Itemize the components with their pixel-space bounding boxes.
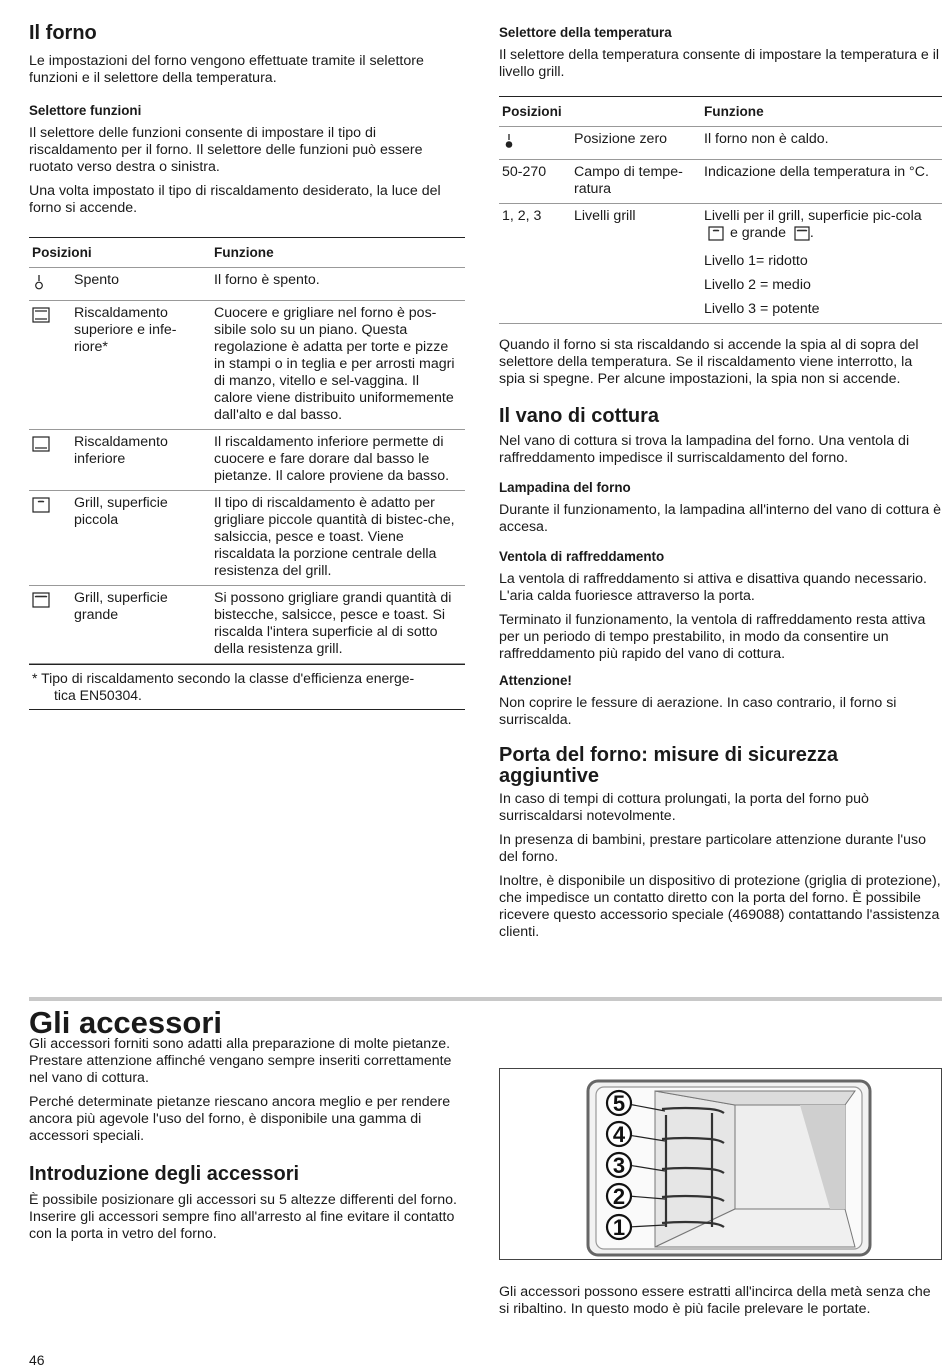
- position-name: Livelli grill: [574, 208, 636, 224]
- illustration-caption: Gli accessori possono essere estratti all'incirca della metà senza che si ribaltino. In questo modo è più facile prelevare le portate.: [499, 1284, 931, 1317]
- introduzione-accessori-title: Introduzione degli accessori: [29, 1163, 300, 1185]
- grill-level-3: Livello 3 = potente: [701, 296, 942, 324]
- grill-level-2: Livello 2 = medio: [704, 277, 811, 293]
- table-header-positions: Posizioni: [29, 238, 211, 268]
- function-name: Grill, superficie grande: [71, 586, 211, 664]
- grill-level-1: Livello 1= ridotto: [704, 253, 808, 269]
- table-row: [499, 160, 942, 204]
- footnote-line-2: tica EN50304.: [54, 687, 142, 703]
- off-position-icon: [32, 274, 46, 295]
- level-label: 5: [612, 1091, 626, 1116]
- position-name: Posizione zero: [571, 127, 701, 160]
- temperature-light-text: Quando il forno si sta riscaldando si accende la spia al di sopra del selettore della temperatura. Se il riscaldamento viene interrotto, la spia si spegne. Per alcune impostazioni, la spia non si accende.: [499, 337, 919, 387]
- right-column: [499, 24, 942, 948]
- table-row: [499, 204, 942, 249]
- table-row: [29, 430, 465, 491]
- function-description: Il riscaldamento inferiore permette di cuocere e fare dorare dal basso le pietanze. Il calore proviene da basso.: [211, 430, 465, 491]
- function-description: Si possono grigliare grandi quantità di bistecche, salsicce, pesce e toast. Si riscalda l'intera superficie al di sotto della resistenza grill.: [211, 586, 465, 664]
- page-number: 46: [29, 1352, 45, 1368]
- oven-rack-levels-illustration: [499, 1068, 942, 1260]
- function-name: Spento: [71, 268, 211, 301]
- footnote-line-1: * Tipo di riscaldamento secondo la classe d'efficienza energe-: [32, 670, 415, 686]
- table-row: [29, 268, 465, 301]
- section-title-porta: Porta del forno: misure di sicurezza aggiuntive: [499, 744, 838, 787]
- accessori-right-column: [499, 1068, 942, 1325]
- table-header-function: Funzione: [701, 97, 942, 127]
- attenzione-text: Non coprire le fessure di aerazione. In caso contrario, il forno si surriscalda.: [499, 695, 897, 728]
- table-footnote: [29, 664, 465, 710]
- function-name: Riscaldamento superiore e infe-riore*: [71, 301, 211, 430]
- table-row: [29, 491, 465, 586]
- small-grill-icon: [708, 226, 724, 246]
- position-description: Indicazione della temperatura in °C.: [701, 160, 942, 204]
- level-label: 3: [612, 1153, 626, 1178]
- ventola-text-2: Terminato il funzionamento, la ventola di raffreddamento resta attiva per un periodo di tempo prestabilito, in modo da consentire un raffreddamento più rapido del vano di cottura.: [499, 612, 926, 662]
- introduzione-accessori-text: È possibile posizionare gli accessori su 5 altezze differenti del forno. Inserire gli accessori sempre fino all'arresto al fine evitare il contatto con la porta in vetro del forno.: [29, 1192, 457, 1242]
- function-selector-table: [29, 237, 465, 664]
- porta-text-3: Inoltre, è disponibile un dispositivo di protezione (griglia di protezione), che impedisce un contatto diretto con la porta del forno. È possibile ricevere questo accessorio speciale (469088) contattando l'assistenza clienti.: [499, 873, 941, 940]
- level-label: 1: [612, 1215, 626, 1240]
- bottom-heat-icon: [32, 436, 50, 457]
- accessori-left-column: [29, 1036, 469, 1250]
- table-row: [499, 272, 942, 296]
- temperature-selector-heading: Selettore della temperatura: [499, 25, 672, 40]
- function-description: Il tipo di riscaldamento è adatto per grigliare piccole quantità di bistec-che, salsiccia, pesce e toast. Viene riscaldata la porzione centrale della resistenza del grill.: [211, 491, 465, 586]
- ventola-heading: Ventola di raffreddamento: [499, 549, 665, 564]
- vano-intro: Nel vano di cottura si trova la lampadina del forno. Una ventola di raffreddamento impedisce il surriscaldamento del forno.: [499, 433, 910, 466]
- function-description: Cuocere e grigliare nel forno è pos-sibile solo su un piano. Questa regolazione è adatta per torte e pizze in stampi o in teglia e per arrosti magri di manzo, vitello e sel-vaggina. Il calore viene distribuito uniformemente dall'alto e dal basso.: [211, 301, 465, 430]
- porta-text-1: In caso di tempi di cottura prolungati, la porta del forno può surriscaldarsi notevolmente.: [499, 791, 869, 824]
- selettore-funzioni-text-2: Una volta impostato il tipo di riscaldamento desiderato, la luce del forno si accende.: [29, 183, 441, 216]
- accessori-text-2: Perché determinate pietanze riescano ancora meglio e per rendere ancora più agevole l'uso del forno, è disponibile una gamma di accessori speciali.: [29, 1094, 451, 1144]
- table-header-positions: Posizioni: [499, 97, 701, 127]
- attenzione-heading: Attenzione!: [499, 673, 572, 688]
- lampadina-text: Durante il funzionamento, la lampadina all'interno del vano di cottura è accesa.: [499, 502, 942, 535]
- zero-position-icon: [502, 133, 516, 154]
- table-row: [499, 248, 942, 272]
- table-row: [29, 586, 465, 664]
- position-value: 1, 2, 3: [502, 208, 542, 224]
- lampadina-heading: Lampadina del forno: [499, 480, 631, 495]
- porta-text-2: In presenza di bambini, prestare particolare attenzione durante l'uso del forno.: [499, 832, 927, 865]
- small-grill-icon: [32, 497, 50, 518]
- ventola-text-1: La ventola di raffreddamento si attiva e disattiva quando necessario. L'aria calda fuoriesce attraverso la porta.: [499, 571, 927, 604]
- position-name: Campo di tempe-ratura: [571, 160, 701, 204]
- top-bottom-heat-icon: [32, 307, 50, 328]
- table-row: [499, 296, 942, 324]
- section-title-forno: Il forno: [29, 22, 97, 44]
- accessori-text-1: Gli accessori forniti sono adatti alla preparazione di molte pietanze. Prestare attenzione affinché vengano sempre inseriti correttamente nel vano di cottura.: [29, 1036, 452, 1086]
- oven-cavity-drawing: [500, 1069, 940, 1258]
- position-description: Livelli per il grill, superficie pic-cola e grande .: [701, 204, 942, 249]
- left-column: [29, 22, 465, 710]
- temperature-selector-intro: Il selettore della temperatura consente di impostare la temperatura e il livello grill.: [499, 47, 940, 80]
- function-description: Il forno è spento.: [211, 268, 465, 301]
- chapter-title-accessori: Gli accessori: [29, 1005, 223, 1040]
- large-grill-icon: [32, 592, 50, 613]
- selettore-funzioni-heading: Selettore funzioni: [29, 103, 142, 118]
- table-header-function: Funzione: [211, 238, 465, 268]
- position-value: 50-270: [499, 160, 571, 204]
- section-title-vano: Il vano di cottura: [499, 405, 660, 427]
- level-label: 4: [612, 1122, 626, 1147]
- large-grill-icon: [794, 226, 810, 246]
- temperature-selector-table: [499, 96, 942, 324]
- position-description: Il forno non è caldo.: [701, 127, 942, 160]
- forno-intro: Le impostazioni del forno vengono effettuate tramite il selettore funzioni e il selettore della temperatura.: [29, 53, 424, 86]
- section-divider: [29, 997, 942, 1001]
- level-label: 2: [612, 1184, 626, 1209]
- function-name: Riscaldamento inferiore: [71, 430, 211, 491]
- selettore-funzioni-text-1: Il selettore delle funzioni consente di impostare il tipo di riscaldamento per il forno. Il selettore delle funzioni può essere ruotato verso destra o sinistra.: [29, 125, 423, 175]
- function-name: Grill, superficie piccola: [71, 491, 211, 586]
- table-row: [29, 301, 465, 430]
- table-row: [499, 127, 942, 160]
